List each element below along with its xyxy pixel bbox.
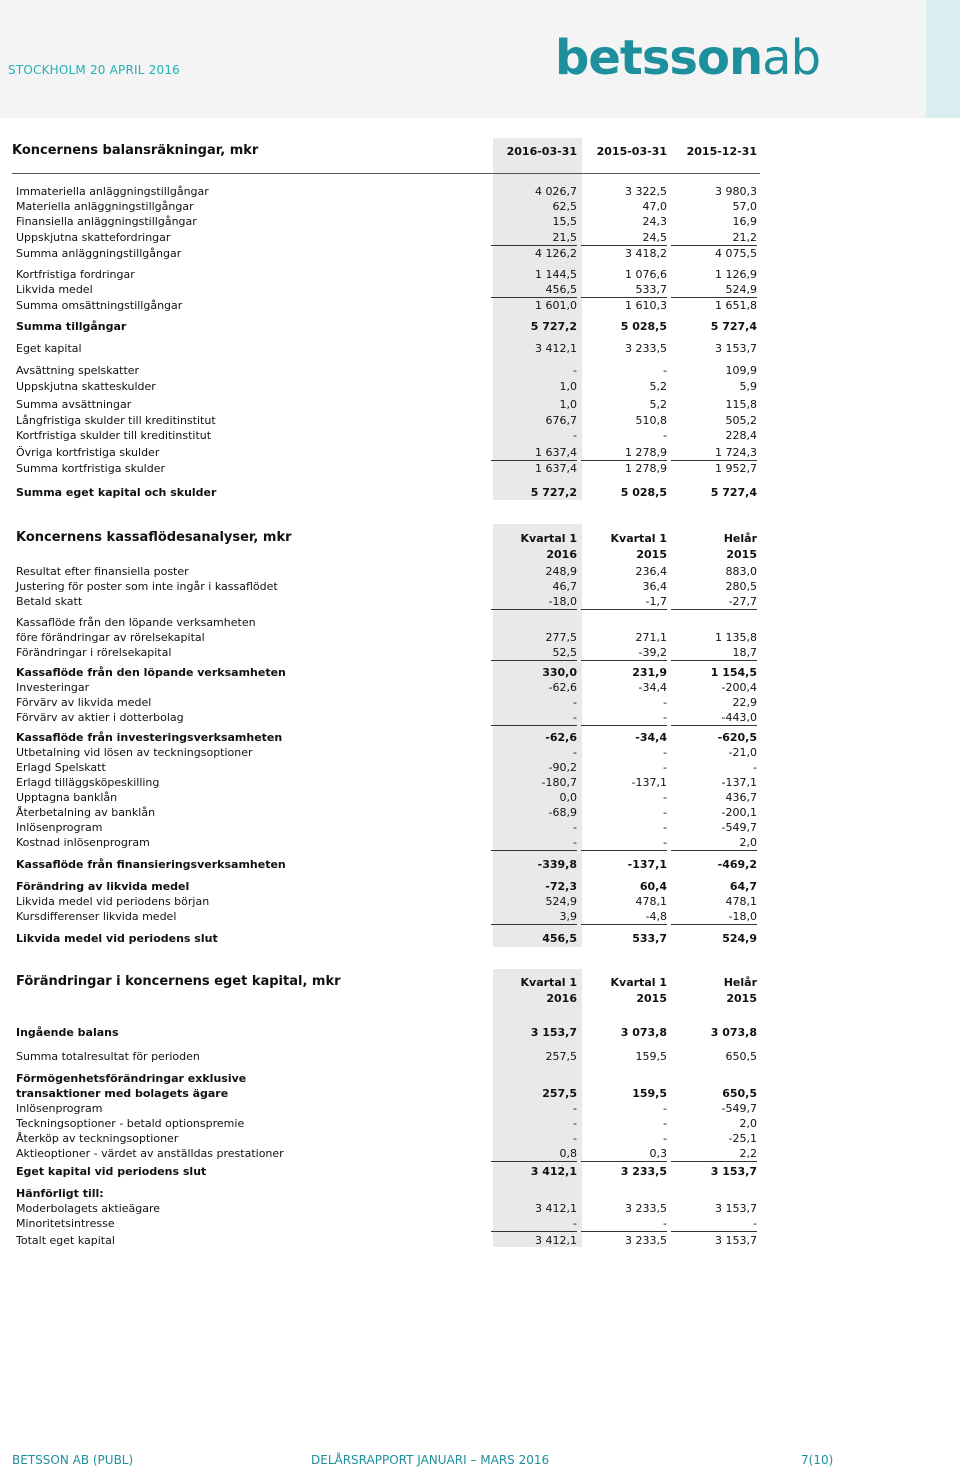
row-value: 57,0 — [732, 200, 757, 213]
balance-table-row — [16, 397, 758, 412]
balance-table-row — [16, 363, 758, 378]
row-label: Förmögenhetsförändringar exklusive — [16, 1072, 247, 1085]
balance-table-row — [16, 199, 758, 214]
row-value: 456,5 — [542, 932, 577, 945]
row-value: 436,7 — [725, 791, 757, 804]
row-value: 1,0 — [559, 398, 577, 411]
row-value: -200,4 — [721, 681, 757, 694]
row-value: - — [663, 696, 667, 709]
row-label: Eget kapital — [16, 342, 82, 355]
logo-corner-accent — [926, 0, 960, 118]
row-label: Minoritetsintresse — [16, 1217, 115, 1230]
row-label: Eget kapital vid periodens slut — [16, 1165, 207, 1178]
balance-table-row — [16, 214, 758, 229]
row-value: 5 727,2 — [530, 486, 577, 499]
row-label: Förvärv av likvida medel — [16, 696, 152, 709]
row-value: 3 153,7 — [715, 1234, 757, 1247]
cashflow-table-row — [16, 710, 758, 725]
cashflow-table-row — [16, 879, 758, 894]
row-label: Förändringar i rörelsekapital — [16, 646, 172, 659]
row-value: 3 153,7 — [715, 1202, 757, 1215]
row-value: 159,5 — [632, 1087, 667, 1100]
row-value: -1,7 — [581, 594, 667, 610]
row-value: 1 154,5 — [710, 666, 757, 679]
row-value: 524,9 — [671, 282, 757, 298]
cashflow-table-row — [16, 835, 758, 850]
cashflow-table-row — [16, 790, 758, 805]
row-value: 0,3 — [581, 1146, 667, 1162]
row-value: 64,7 — [729, 880, 757, 893]
row-value: - — [573, 364, 577, 377]
row-value: 3 980,3 — [715, 185, 757, 198]
cashflow-table-row — [16, 931, 758, 946]
row-value: 3 418,2 — [625, 247, 667, 260]
row-value: 650,5 — [722, 1087, 757, 1100]
row-value: - — [663, 791, 667, 804]
row-label: Kortfristiga skulder till kreditinstitut — [16, 429, 212, 442]
cashflow-table-row — [16, 645, 758, 660]
equity-col-header: Kvartal 1 — [610, 976, 667, 989]
logo-suffix-text: ab — [762, 30, 821, 86]
row-value: 1 601,0 — [535, 299, 577, 312]
row-value: 5 727,2 — [530, 320, 577, 333]
row-value: - — [581, 835, 667, 851]
equity-table-row — [16, 1216, 758, 1231]
row-value: - — [573, 821, 577, 834]
row-value: 478,1 — [725, 895, 757, 908]
row-label: före förändringar av rörelsekapital — [16, 631, 205, 644]
row-value: 1 610,3 — [625, 299, 667, 312]
balance-table-row — [16, 445, 758, 460]
cashflow-table-row — [16, 630, 758, 645]
row-value: 3 233,5 — [625, 342, 667, 355]
row-label: Likvida medel vid periodens början — [16, 895, 210, 908]
row-label: Summa anläggningstillgångar — [16, 247, 182, 260]
equity-table-row — [16, 1116, 758, 1131]
row-label: Immateriella anläggningstillgångar — [16, 185, 209, 198]
row-value: 36,4 — [642, 580, 667, 593]
row-label: Summa totalresultat för perioden — [16, 1050, 200, 1063]
row-value: - — [671, 1216, 757, 1232]
row-value: -18,0 — [491, 594, 577, 610]
row-value: 1 724,3 — [671, 445, 757, 461]
row-value: 2,2 — [671, 1146, 757, 1162]
balance-table-row — [16, 298, 758, 313]
equity-col-header: Helår — [723, 976, 757, 989]
row-value: 524,9 — [545, 895, 577, 908]
row-label: Förvärv av aktier i dotterbolag — [16, 711, 184, 724]
row-label: Justering för poster som inte ingår i kassaflödet — [16, 580, 278, 593]
row-label: Upptagna banklån — [16, 791, 118, 804]
cashflow-table-row — [16, 594, 758, 609]
row-value: 4 126,2 — [535, 247, 577, 260]
balance-col-header: 2016-03-31 — [506, 145, 577, 158]
row-value: 159,5 — [635, 1050, 667, 1063]
equity-table-row — [16, 1049, 758, 1064]
row-value: 24,5 — [581, 230, 667, 246]
row-value: - — [663, 1117, 667, 1130]
equity-table-row — [16, 1101, 758, 1116]
row-value: 228,4 — [725, 429, 757, 442]
row-value: -200,1 — [721, 806, 757, 819]
row-label: Erlagd Spelskatt — [16, 761, 106, 774]
row-value: 1 278,9 — [625, 462, 667, 475]
balance-table-row — [16, 413, 758, 428]
balance-table-row — [16, 379, 758, 394]
row-value: 271,1 — [635, 631, 667, 644]
row-value: 16,9 — [732, 215, 757, 228]
row-value: 280,5 — [725, 580, 757, 593]
row-label: Kassaflöde från finansieringsverksamheten — [16, 858, 286, 871]
row-value: -39,2 — [581, 645, 667, 661]
balance-title: Koncernens balansräkningar, mkr — [12, 143, 259, 158]
row-value: 0,8 — [491, 1146, 577, 1162]
row-value: 533,7 — [632, 932, 667, 945]
equity-table-row — [16, 1201, 758, 1216]
row-label: Erlagd tilläggsköpeskilling — [16, 776, 160, 789]
row-value: - — [663, 761, 667, 774]
row-label: Likvida medel — [16, 283, 93, 296]
row-value: -62,6 — [548, 681, 577, 694]
row-value: -18,0 — [671, 909, 757, 925]
row-value: - — [663, 429, 667, 442]
row-value: 3 153,7 — [710, 1165, 757, 1178]
row-value: 277,5 — [545, 631, 577, 644]
row-label: Teckningsoptioner - betald optionspremie — [16, 1117, 245, 1130]
row-label: Kassaflöde från investeringsverksamheten — [16, 731, 283, 744]
row-label: Inlösenprogram — [16, 1102, 103, 1115]
row-value: - — [491, 835, 577, 851]
logo-main-text: betsson — [555, 30, 763, 86]
cashflow-table-row — [16, 680, 758, 695]
row-label: Finansiella anläggningstillgångar — [16, 215, 197, 228]
row-value: 0,0 — [559, 791, 577, 804]
row-value: 3 233,5 — [625, 1202, 667, 1215]
cashflow-title: Koncernens kassaflödesanalyser, mkr — [16, 530, 292, 545]
row-label: Totalt eget kapital — [16, 1234, 115, 1247]
row-value: 21,2 — [671, 230, 757, 246]
row-value: 1 637,4 — [535, 462, 577, 475]
row-value: 3 412,1 — [535, 1234, 577, 1247]
row-label: Resultat efter finansiella poster — [16, 565, 189, 578]
row-value: 3 412,1 — [530, 1165, 577, 1178]
balance-table-row — [16, 246, 758, 261]
cashflow-table-row — [16, 820, 758, 835]
equity-table-row — [16, 1186, 758, 1201]
equity-table-row — [16, 1071, 758, 1086]
cashflow-table-row — [16, 775, 758, 790]
row-label: Materiella anläggningstillgångar — [16, 200, 194, 213]
balance-table-row — [16, 461, 758, 476]
equity-table-row — [16, 1131, 758, 1146]
row-value: 5,2 — [649, 380, 667, 393]
row-value: 47,0 — [642, 200, 667, 213]
footer-report-title: DELÅRSRAPPORT JANUARI – MARS 2016 — [311, 1453, 550, 1467]
balance-table-row — [16, 319, 758, 334]
row-value: 5 727,4 — [710, 486, 757, 499]
row-value: 257,5 — [545, 1050, 577, 1063]
cashflow-table-row — [16, 760, 758, 775]
row-value: 52,5 — [491, 645, 577, 661]
row-value: - — [663, 821, 667, 834]
equity-title: Förändringar i koncernens eget kapital, mkr — [16, 974, 341, 989]
row-label: Summa omsättningstillgångar — [16, 299, 183, 312]
row-label: Kassaflöde från den löpande verksamheten — [16, 666, 286, 679]
row-label: Kursdifferenser likvida medel — [16, 910, 177, 923]
balance-col-header: 2015-12-31 — [686, 145, 757, 158]
row-label: Uppskjutna skattefordringar — [16, 231, 171, 244]
row-label: Avsättning spelskatter — [16, 364, 140, 377]
row-value: 1 952,7 — [715, 462, 757, 475]
row-label: Utbetalning vid lösen av teckningsoptioner — [16, 746, 253, 759]
row-value: -137,1 — [627, 858, 667, 871]
row-value: 478,1 — [635, 895, 667, 908]
row-value: 4 075,5 — [715, 247, 757, 260]
row-value: 24,3 — [642, 215, 667, 228]
row-label: Betald skatt — [16, 595, 83, 608]
row-label: Summa kortfristiga skulder — [16, 462, 165, 475]
row-value: - — [573, 1102, 577, 1115]
row-value: 3 233,5 — [620, 1165, 667, 1178]
row-value: 1 126,9 — [715, 268, 757, 281]
row-value: -180,7 — [541, 776, 577, 789]
row-value: -27,7 — [671, 594, 757, 610]
row-value: 5,9 — [739, 380, 757, 393]
row-value: 3 322,5 — [625, 185, 667, 198]
row-value: 1 076,6 — [625, 268, 667, 281]
betsson-logo — [555, 30, 820, 86]
row-value: -549,7 — [721, 821, 757, 834]
row-value: -137,1 — [631, 776, 667, 789]
row-value: - — [491, 1216, 577, 1232]
cashflow-col-year: 2015 — [726, 548, 757, 561]
row-label: Kostnad inlösenprogram — [16, 836, 150, 849]
row-label: Övriga kortfristiga skulder — [16, 446, 160, 459]
equity-table-row — [16, 1146, 758, 1161]
row-value: - — [573, 696, 577, 709]
cashflow-table-row — [16, 579, 758, 594]
cashflow-col-header: Kvartal 1 — [520, 532, 577, 545]
row-value: 5 727,4 — [710, 320, 757, 333]
row-label: Investeringar — [16, 681, 90, 694]
row-value: 650,5 — [725, 1050, 757, 1063]
row-value: 3 153,7 — [530, 1026, 577, 1039]
balance-table-row — [16, 341, 758, 356]
row-label: Kortfristiga fordringar — [16, 268, 135, 281]
row-label: Ingående balans — [16, 1026, 119, 1039]
row-value: 3 233,5 — [625, 1234, 667, 1247]
row-value: 21,5 — [491, 230, 577, 246]
row-value: 510,8 — [635, 414, 667, 427]
row-value: 115,8 — [725, 398, 757, 411]
row-value: -339,8 — [537, 858, 577, 871]
row-value: - — [663, 746, 667, 759]
row-value: 3,9 — [491, 909, 577, 925]
row-value: 505,2 — [725, 414, 757, 427]
row-value: 456,5 — [491, 282, 577, 298]
dateline: STOCKHOLM 20 APRIL 2016 — [8, 63, 181, 77]
row-value: - — [753, 761, 757, 774]
row-value: 231,9 — [632, 666, 667, 679]
equity-col-year: 2015 — [726, 992, 757, 1005]
row-label: Förändring av likvida medel — [16, 880, 190, 893]
row-value: 2,0 — [739, 1117, 757, 1130]
row-value: 5 028,5 — [620, 486, 667, 499]
row-value: 22,9 — [732, 696, 757, 709]
row-value: 1,0 — [559, 380, 577, 393]
balance-table-row — [16, 230, 758, 245]
row-value: -469,2 — [717, 858, 757, 871]
row-value: 109,9 — [725, 364, 757, 377]
row-label: Kassaflöde från den löpande verksamheten — [16, 616, 256, 629]
row-value: - — [573, 746, 577, 759]
cashflow-col-header: Kvartal 1 — [610, 532, 667, 545]
balance-header-rule — [12, 173, 760, 174]
row-value: 1 135,8 — [715, 631, 757, 644]
row-value: -21,0 — [728, 746, 757, 759]
cashflow-table-row — [16, 730, 758, 745]
row-value: - — [663, 364, 667, 377]
row-value: 883,0 — [725, 565, 757, 578]
row-value: - — [663, 806, 667, 819]
row-value: 62,5 — [552, 200, 577, 213]
footer-company: BETSSON AB (PUBL) — [12, 1453, 134, 1467]
row-value: 257,5 — [542, 1087, 577, 1100]
equity-table-row — [16, 1025, 758, 1040]
row-value: 3 073,8 — [710, 1026, 757, 1039]
row-value: -90,2 — [548, 761, 577, 774]
row-label: Hänförligt till: — [16, 1187, 104, 1200]
row-value: 3 412,1 — [535, 1202, 577, 1215]
row-value: -34,4 — [638, 681, 667, 694]
row-value: -443,0 — [671, 710, 757, 726]
row-value: - — [573, 1117, 577, 1130]
row-value: 18,7 — [671, 645, 757, 661]
row-label: Inlösenprogram — [16, 821, 103, 834]
row-value: -62,6 — [545, 731, 577, 744]
row-label: Återbetalning av banklån — [16, 806, 156, 819]
cashflow-table-row — [16, 745, 758, 760]
equity-table-row — [16, 1233, 758, 1248]
cashflow-table-row — [16, 857, 758, 872]
row-value: 1 637,4 — [491, 445, 577, 461]
row-label: Summa tillgångar — [16, 320, 127, 333]
cashflow-table-row — [16, 805, 758, 820]
equity-table-row — [16, 1086, 758, 1101]
cashflow-col-year: 2016 — [546, 548, 577, 561]
balance-col-header: 2015-03-31 — [596, 145, 667, 158]
row-value: 2,0 — [671, 835, 757, 851]
row-label: Återköp av teckningsoptioner — [16, 1132, 179, 1145]
balance-table-row — [16, 184, 758, 199]
balance-table-row — [16, 485, 758, 500]
equity-col-year: 2016 — [546, 992, 577, 1005]
row-value: -34,4 — [635, 731, 667, 744]
equity-table-row — [16, 1164, 758, 1179]
footer-page-number: 7(10) — [801, 1453, 834, 1467]
row-label: Likvida medel vid periodens slut — [16, 932, 218, 945]
row-value: 15,5 — [552, 215, 577, 228]
row-label: Moderbolagets aktieägare — [16, 1202, 161, 1215]
row-value: -68,9 — [548, 806, 577, 819]
cashflow-table-row — [16, 695, 758, 710]
row-value: 1 144,5 — [535, 268, 577, 281]
row-value: 533,7 — [581, 282, 667, 298]
row-value: - — [573, 1132, 577, 1145]
row-label: transaktioner med bolagets ägare — [16, 1087, 229, 1100]
row-value: -549,7 — [721, 1102, 757, 1115]
row-value: 60,4 — [639, 880, 667, 893]
row-value: 1 651,8 — [715, 299, 757, 312]
row-value: 46,7 — [552, 580, 577, 593]
row-value: - — [663, 1102, 667, 1115]
row-value: 330,0 — [542, 666, 577, 679]
row-value: - — [573, 429, 577, 442]
cashflow-table-row — [16, 894, 758, 909]
row-value: - — [581, 1216, 667, 1232]
row-label: Aktieoptioner - värdet av anställdas prestationer — [16, 1147, 284, 1160]
row-value: -4,8 — [581, 909, 667, 925]
row-value: -72,3 — [545, 880, 577, 893]
row-value: 3 073,8 — [620, 1026, 667, 1039]
row-value: 4 026,7 — [535, 185, 577, 198]
row-value: 676,7 — [545, 414, 577, 427]
row-value: 524,9 — [722, 932, 757, 945]
row-value: 5,2 — [649, 398, 667, 411]
row-value: -137,1 — [721, 776, 757, 789]
row-label: Uppskjutna skatteskulder — [16, 380, 156, 393]
row-label: Långfristiga skulder till kreditinstitut — [16, 414, 216, 427]
cashflow-table-row — [16, 665, 758, 680]
balance-table-row — [16, 267, 758, 282]
row-value: 3 412,1 — [535, 342, 577, 355]
row-value: 236,4 — [635, 565, 667, 578]
balance-table-row — [16, 428, 758, 443]
row-value: 248,9 — [545, 565, 577, 578]
cashflow-col-header: Helår — [723, 532, 757, 545]
cashflow-col-year: 2015 — [636, 548, 667, 561]
row-value: - — [581, 710, 667, 726]
cashflow-table-row — [16, 564, 758, 579]
row-value: 1 278,9 — [581, 445, 667, 461]
row-value: - — [491, 710, 577, 726]
row-value: 5 028,5 — [620, 320, 667, 333]
row-label: Summa eget kapital och skulder — [16, 486, 217, 499]
row-value: -25,1 — [728, 1132, 757, 1145]
equity-col-header: Kvartal 1 — [520, 976, 577, 989]
cashflow-table-row — [16, 615, 758, 630]
row-value: 3 153,7 — [715, 342, 757, 355]
row-label: Summa avsättningar — [16, 398, 132, 411]
row-value: -620,5 — [717, 731, 757, 744]
row-value: - — [663, 1132, 667, 1145]
equity-col-year: 2015 — [636, 992, 667, 1005]
balance-table-row — [16, 282, 758, 297]
cashflow-table-row — [16, 909, 758, 924]
